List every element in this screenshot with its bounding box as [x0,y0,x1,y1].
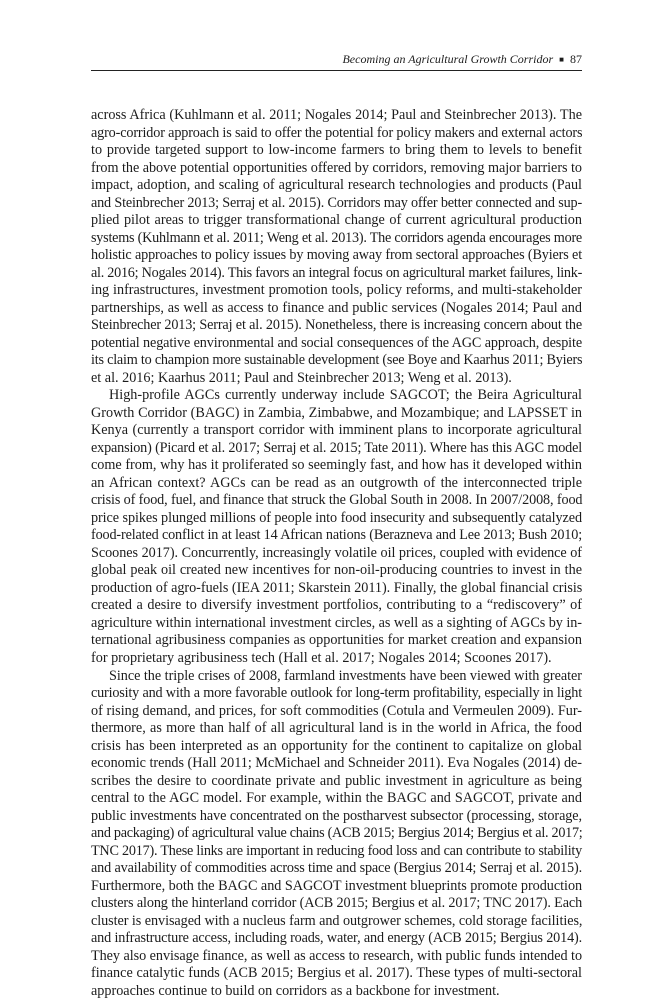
text-line: scribes the desire to coordinate private and public investment in agriculture as being [91,773,582,791]
text-line: Growth Corridor (BAGC) in Zambia, Zimbabwe, and Mozambique; and LAPSSET in [91,405,582,423]
text-line: public investments have concentrated on the postharvest subsector (processing, storage, [91,808,582,826]
text-line: systems (Kuhlmann et al. 2011; Weng et al. 2013). The corridors agenda encourages more [91,230,582,248]
text-line: agro-corridor approach is said to offer the potential for policy makers and external actors [91,125,582,143]
text-line: potential negative environmental and social consequences of the AGC approach, despite [91,335,582,353]
text-line: crisis has been interpreted as an opportunity for the continent to capitalize on global [91,738,582,756]
text-line: thermore, as more than half of all agricultural land is in the world in Africa, the food [91,720,582,738]
running-head [91,52,582,67]
text-line: holistic approaches to policy issues by moving away from sectoral approaches (Byiers et [91,247,582,265]
text-line: Steinbrecher 2013; Serraj et al. 2015). Nonetheless, there is increasing concern about the [91,317,582,335]
text-line: an African context? AGCs can be read as an outgrowth of the interconnected triple [91,475,582,493]
paragraph [91,668,582,1000]
text-line: plied pilot areas to trigger transformational change of current agricultural production [91,212,582,230]
text-line: and infrastructure access, including roads, water, and energy (ACB 2015; Bergius 2014). [91,930,582,948]
text-line: agriculture within international investment circles, as well as a sighting of AGCs by in- [91,615,582,633]
text-line: Kenya (currently a transport corridor with imminent plans to incorporate agricultural [91,422,582,440]
paragraph [91,387,582,667]
text-line: come from, why has it proliferated so seemingly fast, and how has it developed within [91,457,582,475]
body-text [91,107,582,1000]
text-line: to provide targeted support to low-income farmers to bring them to levels to benefit [91,142,582,160]
text-line: central to the AGC model. For example, within the BAGC and SAGCOT, private and [91,790,582,808]
paragraph [91,107,582,387]
text-line: crisis of food, fuel, and finance that struck the Global South in 2008. In 2007/2008, food [91,492,582,510]
text-line: from the above potential opportunities offered by corridors, removing major barriers to [91,160,582,178]
text-line: of rising demand, and prices, for soft commodities (Cotula and Vermeulen 2009). Fur- [91,703,582,721]
text-line: production of agro-fuels (IEA 2011; Skarstein 2011). Finally, the global financial crisis [91,580,582,598]
text-line: curiosity and with a more favorable outlook for long-term profitability, especially in light [91,685,582,703]
text-line: et al. 2016; Kaarhus 2011; Paul and Steinbrecher 2013; Weng et al. 2013). [91,370,582,388]
text-line: finance catalytic funds (ACB 2015; Bergius et al. 2017). These types of multi-sectoral [91,965,582,983]
text-line: impact, adoption, and scaling of agricultural research technologies and products (Paul [91,177,582,195]
text-line: Furthermore, both the BAGC and SAGCOT investment blueprints promote production [91,878,582,896]
text-line: global peak oil created new incentives for non-oil-producing countries to invest in the [91,562,582,580]
text-line: cluster is envisaged with a nucleus farm and outgrower schemes, cold storage facilities, [91,913,582,931]
text-line: High-profile AGCs currently underway include SAGCOT; the Beira Agricultural [91,387,582,405]
text-line: for proprietary agribusiness tech (Hall et al. 2017; Nogales 2014; Scoones 2017). [91,650,582,668]
text-line: They also envisage finance, as well as access to research, with public funds intended to [91,948,582,966]
text-line: across Africa (Kuhlmann et al. 2011; Nogales 2014; Paul and Steinbrecher 2013). The [91,107,582,125]
running-title: Becoming an Agricultural Growth Corridor [342,52,553,66]
page-number: 87 [570,52,582,66]
header-rule [91,70,582,71]
text-line: Scoones 2017). Concurrently, increasingly volatile oil prices, coupled with evidence of [91,545,582,563]
text-line: created a desire to diversify investment portfolios, contributing to a “rediscovery” of [91,597,582,615]
text-line: price spikes plunged millions of people into food insecurity and subsequently catalyzed [91,510,582,528]
text-line: ing infrastructures, investment promotion tools, policy reforms, and multi-stakeholder [91,282,582,300]
text-line: ternational agribusiness companies as opportunities for market creation and expansion [91,632,582,650]
separator-square-icon: ■ [553,55,570,64]
text-line: and packaging) of agricultural value chains (ACB 2015; Bergius 2014; Bergius et al. 2017; [91,825,582,843]
text-line: its claim to champion more sustainable development (see Boye and Kaarhus 2011; Byiers [91,352,582,370]
text-line: partnerships, as well as access to finance and public services (Nogales 2014; Paul and [91,300,582,318]
text-line: clusters along the hinterland corridor (ACB 2015; Bergius et al. 2017; TNC 2017). Each [91,895,582,913]
text-line: approaches continue to build on corridors as a backbone for investment. [91,983,582,1000]
text-line: al. 2016; Nogales 2014). This favors an integral focus on agricultural market failures, link- [91,265,582,283]
text-line: and availability of commodities across time and space (Bergius 2014; Serraj et al. 2015). [91,860,582,878]
text-line: TNC 2017). These links are important in reducing food loss and can contribute to stability [91,843,582,861]
text-line: Since the triple crises of 2008, farmland investments have been viewed with greater [91,668,582,686]
text-line: food-related conflict in at least 14 African nations (Berazneva and Lee 2013; Bush 2010; [91,527,582,545]
text-line: and Steinbrecher 2013; Serraj et al. 2015). Corridors may offer better connected and sup- [91,195,582,213]
text-line: economic trends (Hall 2011; McMichael and Schneider 2011). Eva Nogales (2014) de- [91,755,582,773]
text-line: expansion) (Picard et al. 2017; Serraj et al. 2015; Tate 2011). Where has this AGC model [91,440,582,458]
